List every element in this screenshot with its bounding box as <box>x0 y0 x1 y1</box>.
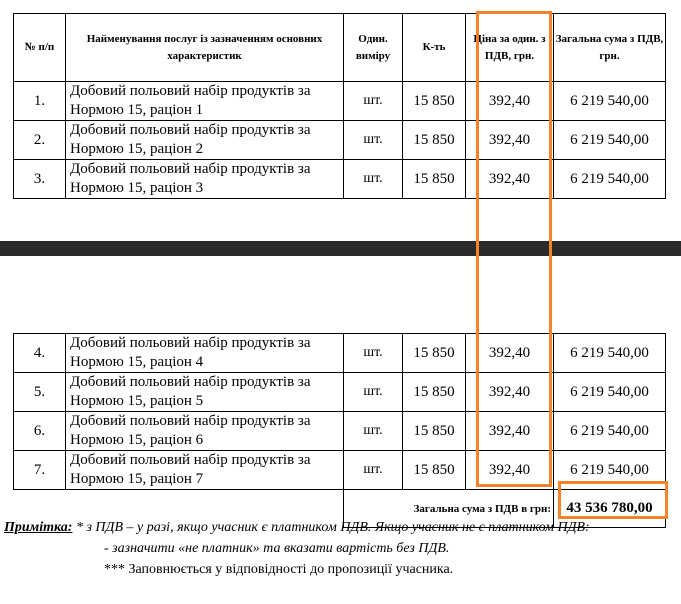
row-qty: 15 850 <box>403 334 466 373</box>
note-text-1: * з ПДВ – у разі, якщо учасник є платником ПДВ. Якщо учасник не є платником ПДВ: <box>72 520 590 535</box>
table-row <box>14 373 666 412</box>
row-total: 6 219 540,00 <box>554 334 666 373</box>
table-header-row <box>14 14 666 82</box>
row-num: 7. <box>14 451 66 490</box>
row-price: 392,40 <box>466 334 554 373</box>
row-qty: 15 850 <box>403 121 466 160</box>
row-price: 392,40 <box>466 121 554 160</box>
row-num: 5. <box>14 373 66 412</box>
row-num: 2. <box>14 121 66 160</box>
header-qty: К-ть <box>403 14 466 82</box>
row-name: Добовий польовий набір продуктів за Нормою 15, раціон 1 <box>66 82 344 121</box>
row-total: 6 219 540,00 <box>554 160 666 199</box>
row-unit: шт. <box>344 373 403 412</box>
row-total: 6 219 540,00 <box>554 82 666 121</box>
table-row <box>14 160 666 199</box>
row-name: Добовий польовий набір продуктів за Нормою 15, раціон 7 <box>66 451 344 490</box>
row-total: 6 219 540,00 <box>554 451 666 490</box>
row-unit: шт. <box>344 334 403 373</box>
row-name: Добовий польовий набір продуктів за Нормою 15, раціон 5 <box>66 373 344 412</box>
header-total: Загальна сума з ПДВ, грн. <box>554 14 666 82</box>
row-total: 6 219 540,00 <box>554 121 666 160</box>
note-line-1 <box>4 520 590 536</box>
row-name: Добовий польовий набір продуктів за Нормою 15, раціон 6 <box>66 412 344 451</box>
prices-table-top <box>13 13 666 199</box>
table-row <box>14 334 666 373</box>
table-row <box>14 121 666 160</box>
table-row <box>14 412 666 451</box>
row-unit: шт. <box>344 160 403 199</box>
header-unit: Один. виміру <box>344 14 403 82</box>
row-qty: 15 850 <box>403 412 466 451</box>
header-price: Ціна за один. з ПДВ, грн. <box>466 14 554 82</box>
row-num: 1. <box>14 82 66 121</box>
row-price: 392,40 <box>466 373 554 412</box>
row-price: 392,40 <box>466 451 554 490</box>
row-name: Добовий польовий набір продуктів за Нормою 15, раціон 2 <box>66 121 344 160</box>
row-unit: шт. <box>344 451 403 490</box>
row-num: 6. <box>14 412 66 451</box>
table-row <box>14 82 666 121</box>
row-name: Добовий польовий набір продуктів за Нормою 15, раціон 3 <box>66 160 344 199</box>
row-price: 392,40 <box>466 412 554 451</box>
note-title: Примітка: <box>4 520 73 535</box>
row-num: 4. <box>14 334 66 373</box>
sum-label: Загальна сума з ПДВ в грн: <box>344 490 554 528</box>
row-qty: 15 850 <box>403 82 466 121</box>
row-qty: 15 850 <box>403 160 466 199</box>
row-name: Добовий польовий набір продуктів за Нормою 15, раціон 4 <box>66 334 344 373</box>
row-total: 6 219 540,00 <box>554 373 666 412</box>
row-unit: шт. <box>344 82 403 121</box>
page-break-divider <box>0 241 681 256</box>
note-line-3: *** Заповнюється у відповідності до пропозиції учасника. <box>104 562 454 577</box>
note-line-2: - зазначити «не платник» та вказати вартість без ПДВ. <box>104 541 450 556</box>
sum-value: 43 536 780,00 <box>554 490 666 528</box>
header-name: Найменування послуг із зазначенням основних характеристик <box>66 14 344 82</box>
row-unit: шт. <box>344 121 403 160</box>
row-qty: 15 850 <box>403 451 466 490</box>
header-num: № п/п <box>14 14 66 82</box>
row-total: 6 219 540,00 <box>554 412 666 451</box>
row-price: 392,40 <box>466 160 554 199</box>
row-num: 3. <box>14 160 66 199</box>
row-qty: 15 850 <box>403 373 466 412</box>
table-row <box>14 451 666 490</box>
row-price: 392,40 <box>466 82 554 121</box>
prices-table-bottom <box>13 333 666 528</box>
row-unit: шт. <box>344 412 403 451</box>
